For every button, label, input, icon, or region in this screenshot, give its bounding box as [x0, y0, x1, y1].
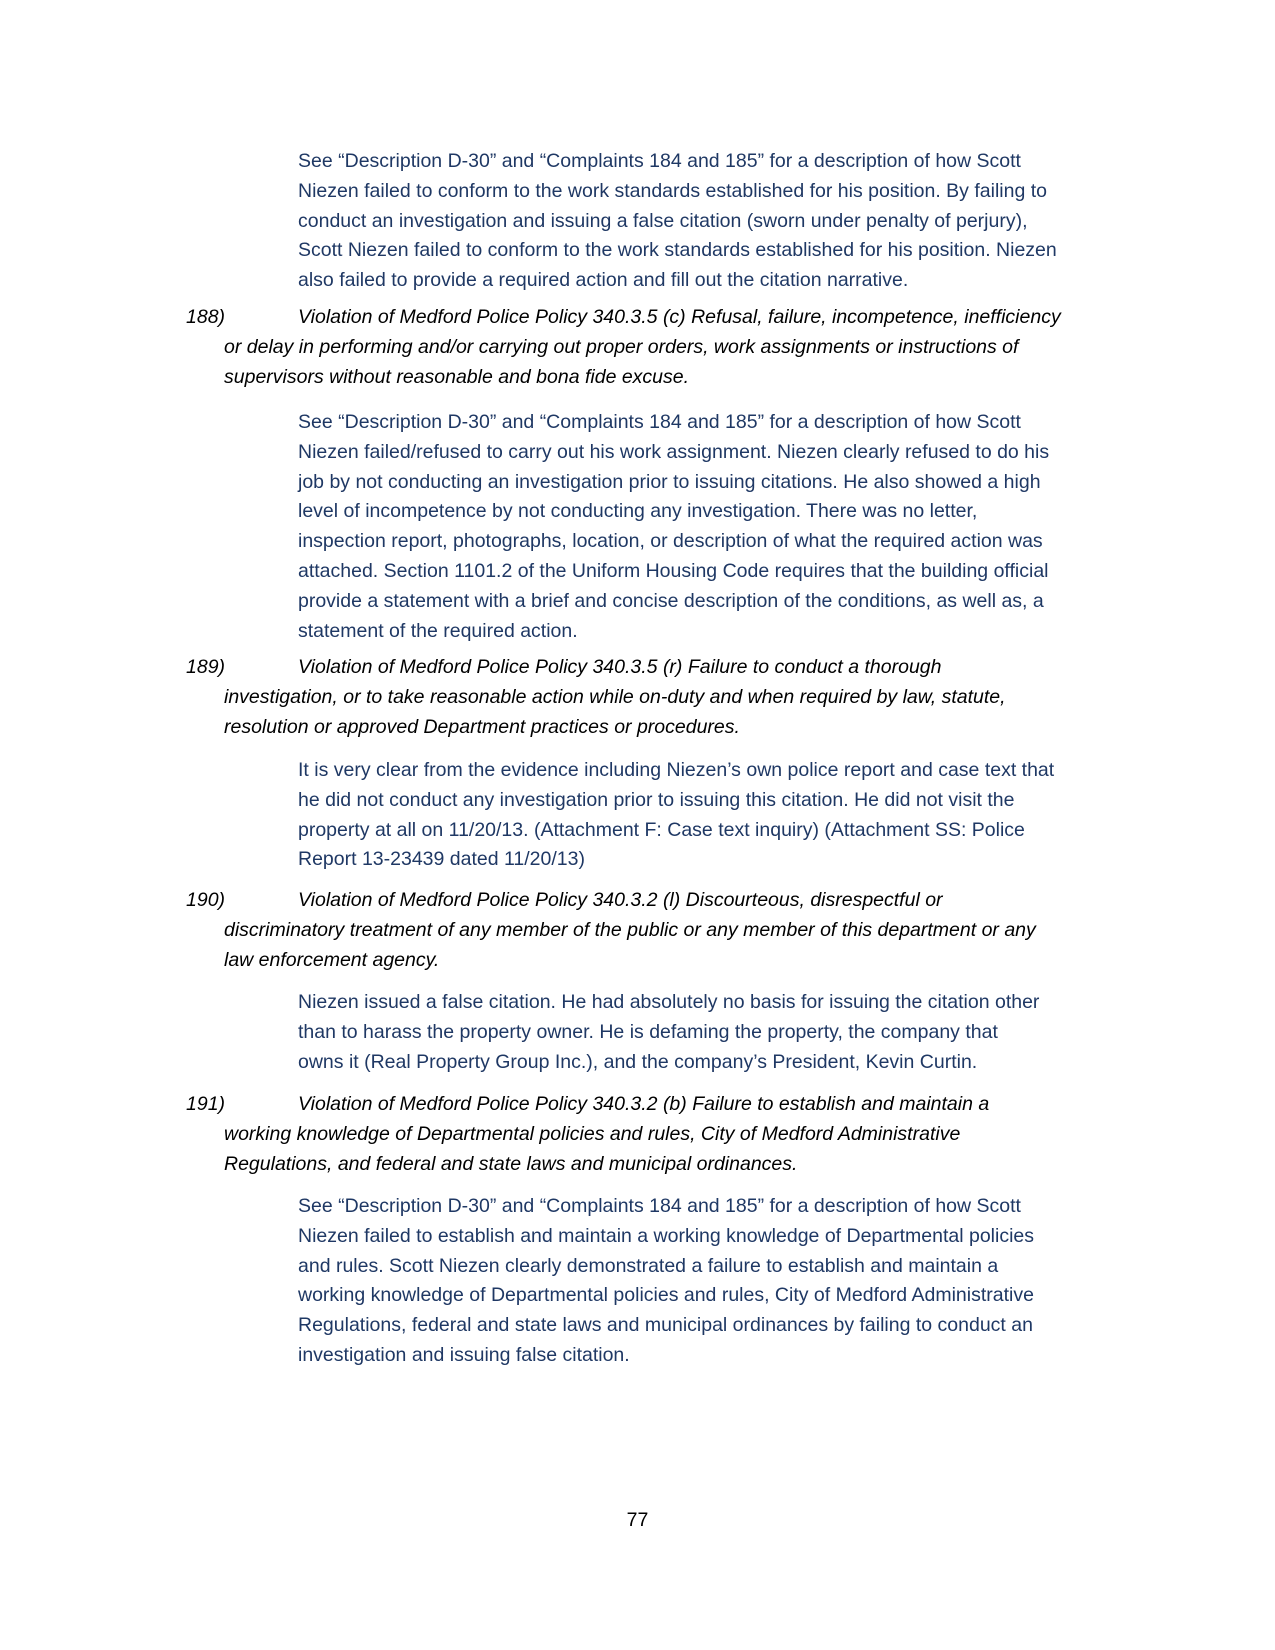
page-number: 77 [626, 1509, 649, 1531]
paragraph-work-standards: See “Description D-30” and “Complaints 184 and 185” for a description of how Scott Niezen failed to conform to the work standards established for his position. By failing to conduct an investigation and issuing a false citation (sworn under penalty of perjury), Scott Niezen failed to conform to the work standards established for his position. Niezen also failed to provide a required action and fill out the citation narrative. [298, 150, 1057, 292]
violation-description: or delay in performing and/or carrying out proper orders, work assignments or instructions of supervisors without reasonable and bona fide excuse. [224, 335, 1019, 388]
violation-description: investigation, or to take reasonable action while on-duty and when required by law, statute, resolution or approved Department practices or procedures. [224, 685, 1006, 738]
violation-title: Violation of Medford Police Policy 340.3.2 (l) Discourteous, disrespectful or [298, 889, 943, 911]
violation-title: Violation of Medford Police Policy 340.3.5 (c) Refusal, failure, incompetence, inefficiency [298, 306, 1061, 328]
violation-191 [186, 1090, 1130, 1179]
paragraph-no-investigation: It is very clear from the evidence including Niezen’s own police report and case text that he did not conduct any investigation prior to issuing this citation. He did not visit the property at all on 11/20/13. (Attachment F: Case text inquiry) (Attachment SS: Police Report 13-23439 dated 11/20/13) [298, 759, 1055, 871]
violation-number: 189) [186, 656, 226, 678]
violation-number: 191) [186, 1093, 226, 1115]
violation-number: 190) [186, 889, 226, 911]
violation-title: Violation of Medford Police Policy 340.3.2 (b) Failure to establish and maintain a [298, 1093, 990, 1115]
violation-title: Violation of Medford Police Policy 340.3.5 (r) Failure to conduct a thorough [298, 656, 942, 678]
paragraph-work-assignment: See “Description D-30” and “Complaints 184 and 185” for a description of how Scott Niezen failed/refused to carry out his work assignment. Niezen clearly refused to do his job by not conducting an investigation prior to issuing citations. He also showed a high level of incompetence by not conducting any investigation. There was no letter, inspection report, photographs, location, or description of what the required action was attached. Section 1101.2 of the Uniform Housing Code requires that the building official provide a statement with a brief and concise description of the conditions, as well as, a statement of the required action. [298, 411, 1050, 642]
paragraph-working-knowledge: See “Description D-30” and “Complaints 184 and 185” for a description of how Scott Niezen failed to establish and maintain a working knowledge of Departmental policies and rules. Scott Niezen clearly demonstrated a failure to establish and maintain a working knowledge of Departmental policies and rules, City of Medford Administrative Regulations, federal and state laws and municipal ordinances by failing to conduct an investigation and issuing false citation. [298, 1195, 1035, 1366]
violation-number: 188) [186, 306, 226, 328]
violation-188 [186, 303, 1130, 392]
paragraph-false-citation: Niezen issued a false citation. He had absolutely no basis for issuing the citation other than to harass the property owner. He is defaming the property, the company that owns it (Real Property Group Inc.), and the company’s President, Kevin Curtin. [298, 991, 1040, 1073]
violation-description: working knowledge of Departmental policies and rules, City of Medford Administrative Regulations, and federal and state laws and municipal ordinances. [224, 1122, 961, 1175]
violation-description: discriminatory treatment of any member of the public or any member of this department or any law enforcement agency. [224, 918, 1036, 971]
violation-189 [186, 653, 1130, 742]
violation-190 [186, 886, 1130, 975]
